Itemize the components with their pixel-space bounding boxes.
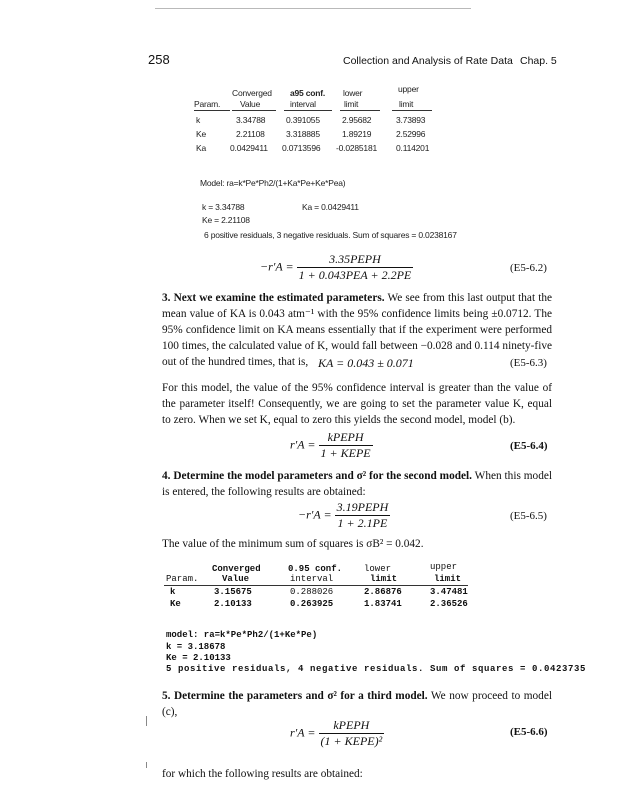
step-3-text: We see from this last output that the mean value of KA is 0.043 atm⁻¹ with the 95% confidence limits being ±0.0712. The 95% confidence limit on KA means essentially that if the experiment were performed 100 times, the calculated value of K, would fall between −0.028 and 0.114 ninety-five out of the hundred times, that is,: [162, 292, 552, 368]
table1-col-value: Value: [240, 99, 261, 109]
equation-e5-6-3: KA = 0.043 ± 0.071: [318, 356, 414, 370]
table1-cell: -0.0285181: [336, 143, 378, 153]
table2-cell: 0.263925: [290, 599, 334, 609]
table1-cell: 0.114201: [396, 143, 430, 153]
table2-underline: [164, 585, 468, 586]
table1-cell: 3.34788: [236, 115, 266, 125]
table1-col-interval: interval: [290, 99, 316, 109]
eq5-lhs: r′A =: [290, 725, 316, 740]
eq4-numerator: 3.19PEPH: [336, 500, 389, 514]
table2-cell: 2.10133: [214, 599, 252, 609]
table1-header-conf: a95 conf.: [290, 88, 326, 98]
table2-ke-value: Ke = 2.10133: [166, 653, 231, 663]
table2-header-upper: upper: [430, 562, 458, 572]
eq1-numerator: 3.35PEPH: [329, 252, 381, 266]
table1-cell: k: [196, 115, 201, 125]
eq1-lhs: −r′A =: [260, 259, 294, 274]
step-4-text: When this model is entered, the following results are obtained:: [162, 470, 552, 498]
eq1-fraction: [297, 252, 414, 283]
eq4-lhs: −r′A =: [298, 507, 332, 522]
page-number: 258: [148, 52, 170, 67]
table2-col-lower-limit: limit: [370, 574, 398, 584]
table2-cell: 1.83741: [364, 599, 402, 609]
paragraph-step-3-continued: For this model, the value of the 95% confidence interval is greater than the value of the parameter itself! Consequently, we are going to set the parameter value K, equal to zero. When we set K, equal to zero this yields the second model, model (b).: [162, 382, 552, 426]
table2-header-converged: Converged: [212, 564, 261, 574]
table1-header-upper: upper: [398, 84, 419, 94]
table1-cell: 0.391055: [286, 115, 320, 125]
table1-cell: 0.0713596: [282, 143, 321, 153]
table1-ka-value: Ka = 0.0429411: [302, 202, 359, 212]
table1-cell: Ka: [196, 143, 206, 153]
paragraph-step-5: [162, 688, 552, 720]
table1-header-lower: lower: [343, 88, 363, 98]
chapter-label: Chap. 5: [520, 55, 557, 67]
table1-cell: 0.0429411: [230, 143, 268, 153]
table2-header-conf: 0.95 conf.: [288, 564, 343, 574]
scan-margin-mark: [146, 716, 147, 726]
table1-underline: [340, 110, 380, 111]
table2-col-param: Param.: [166, 574, 199, 584]
eq3-label: (E5-6.4): [510, 440, 548, 452]
eq4-denominator: 1 + 2.1PE: [335, 515, 391, 531]
table2-cell: 2.36526: [430, 599, 468, 609]
eq3-lhs: r′A =: [290, 437, 316, 452]
eq5-fraction: [319, 718, 385, 749]
running-title: Collection and Analysis of Rate Data: [343, 55, 513, 67]
table1-cell: 2.21108: [236, 129, 265, 139]
table1-model: Model: ra=k*Pe*Ph2/(1+Ka*Pe+Ke*Pea): [200, 178, 346, 188]
table1-cell: Ke: [196, 129, 206, 139]
table2-cell: 3.47481: [430, 587, 468, 597]
table2-cell: 0.288026: [290, 587, 334, 597]
eq1-denominator: 1 + 0.043PEA + 2.2PE: [298, 268, 412, 282]
table1-underline: [194, 110, 230, 111]
table1-underline: [284, 110, 332, 111]
eq5-numerator: kPEPH: [333, 718, 370, 732]
table1-cell: 3.73893: [396, 115, 426, 125]
step-4-heading: 4. Determine the model parameters and σ² for the second model.: [162, 470, 472, 482]
table2-cell: Ke: [170, 599, 181, 609]
eq3-fraction: [319, 430, 373, 461]
table1-col-param: Param.: [194, 99, 221, 109]
eq2-label: (E5-6.3): [510, 357, 547, 369]
table1-underline: [392, 110, 432, 111]
table1-col-upper-limit: limit: [399, 99, 414, 109]
table1-col-lower-limit: limit: [344, 99, 359, 109]
table2-col-value: Value: [222, 574, 250, 584]
table2-col-interval: interval: [290, 574, 334, 584]
paragraph-step-5-continued: for which the following results are obtained:: [162, 768, 363, 780]
table1-cell: 3.318885: [286, 129, 320, 139]
table1-cell: 2.52996: [396, 129, 426, 139]
eq3-numerator: kPEPH: [327, 430, 364, 444]
table2-model: model: ra=k*Pe*Ph2/(1+Ke*Pe): [166, 630, 318, 640]
paragraph-step-4-continued: The value of the minimum sum of squares is σB² = 0.042.: [162, 538, 424, 550]
top-rule: [155, 8, 471, 9]
equation-e5-6-2: [260, 252, 413, 283]
table2-cell: 2.86876: [364, 587, 402, 597]
table1-residuals: 6 positive residuals, 3 negative residuals. Sum of squares = 0.0238167: [204, 230, 457, 240]
step-5-heading: 5. Determine the parameters and σ² for a third model.: [162, 690, 428, 702]
table2-header-lower: lower: [364, 564, 392, 574]
eq4-fraction: [335, 500, 391, 531]
table2-cell: k: [170, 587, 176, 597]
equation-e5-6-6: [290, 718, 384, 749]
table1-header-converged: Converged: [232, 88, 272, 98]
eq3-denominator: 1 + KEPE: [320, 446, 371, 460]
table2-k-value: k = 3.18678: [166, 642, 226, 652]
step-3-heading: 3. Next we examine the estimated parameters.: [162, 292, 385, 304]
paragraph-step-4: [162, 468, 552, 500]
table2-residuals: 5 positive residuals, 4 negative residuals. Sum of squares = 0.0423735: [166, 664, 587, 674]
eq5-label: (E5-6.6): [510, 726, 548, 738]
step-5-text: We now proceed to model (c),: [162, 690, 552, 718]
scan-margin-mark: [146, 762, 147, 768]
table1-cell: 1.89219: [342, 129, 372, 139]
table1-cell: 2.95682: [342, 115, 372, 125]
table1-underline: [232, 110, 276, 111]
table1-ke-value: Ke = 2.21108: [202, 215, 250, 225]
equation-e5-6-4: [290, 430, 373, 461]
eq1-label: (E5-6.2): [510, 262, 547, 274]
eq5-denominator: (1 + KEPE)²: [320, 734, 383, 748]
equation-e5-6-5: [298, 500, 390, 531]
table2-cell: 3.15675: [214, 587, 252, 597]
table1-k-value: k = 3.34788: [202, 202, 245, 212]
table2-col-upper-limit: limit: [434, 574, 462, 584]
eq4-label: (E5-6.5): [510, 510, 547, 522]
